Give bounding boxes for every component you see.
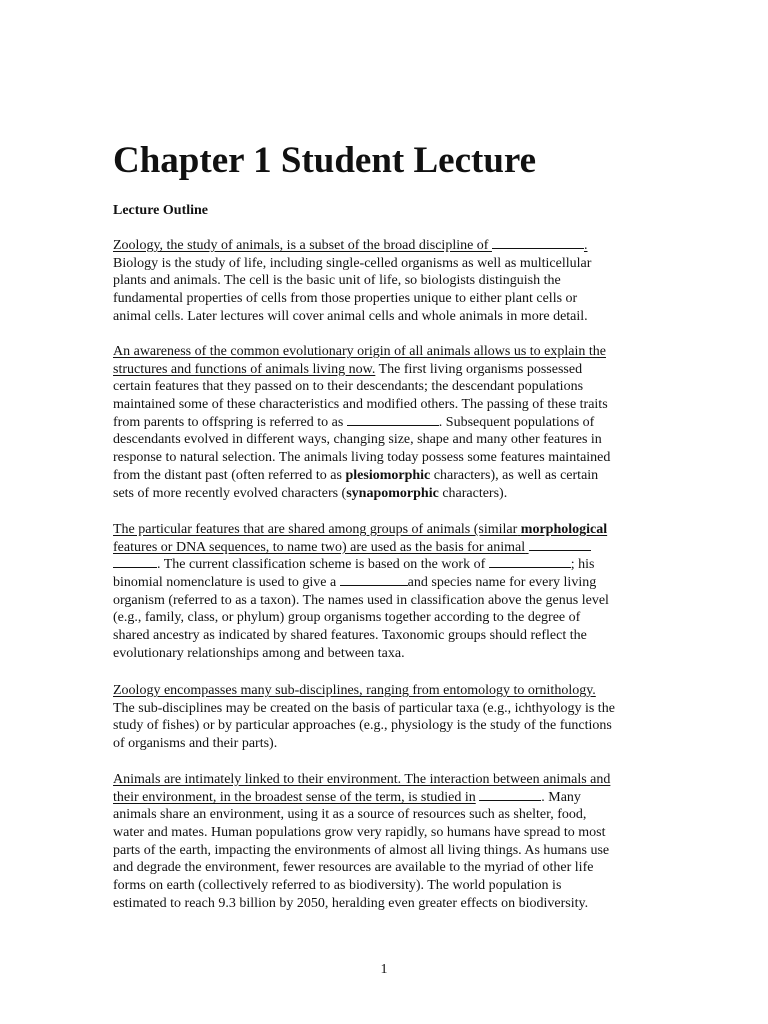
fill-in-blank	[489, 556, 571, 568]
text-line: of organisms and their parts).	[113, 736, 278, 752]
text-run: binomial nomenclature is used to give a	[113, 575, 337, 591]
paragraph-zoology-definition	[113, 237, 658, 325]
text-line: An awareness of the common evolutionary origin of all animals allows us to explain the	[113, 344, 606, 359]
text-line: The sub-disciplines may be created on the basis of particular taxa (e.g., ichthyology is the	[113, 700, 615, 716]
fill-in-blank	[340, 574, 408, 586]
text-run: from parents to offspring is referred to as	[113, 414, 344, 430]
text-line	[113, 556, 658, 574]
paragraph-sub-disciplines	[113, 682, 658, 753]
bold-term: synapomorphic	[346, 485, 439, 501]
text-run: sets of more recently evolved characters (	[113, 485, 347, 501]
paragraph-environment	[113, 771, 658, 913]
text-run: characters).	[438, 485, 508, 501]
text-line: animal cells. Later lectures will cover animal cells and whole animals in more detail.	[113, 308, 588, 324]
text-run: their environment, in the broadest sense of the term, is studied in	[113, 789, 476, 805]
text-run: features or DNA sequences, to name two) are used as the basis for animal	[113, 539, 526, 555]
text-line: shared ancestry as indicated by shared features. Taxonomic groups should reflect the	[113, 628, 587, 644]
text-line: plants and animals. The cell is the basic unit of life, so biologists distinguish the	[113, 273, 561, 289]
text-line: water and mates. Human populations grow very rapidly, so humans have spread to most	[113, 825, 606, 841]
text-line	[113, 361, 658, 379]
text-line	[113, 789, 658, 807]
text-line	[113, 467, 658, 485]
paragraph-classification	[113, 521, 658, 663]
section-heading: Lecture Outline	[113, 203, 209, 218]
text-line	[113, 485, 658, 503]
text-line: descendants evolved in different ways, changing size, shape and many other features in	[113, 432, 602, 448]
text-line	[113, 574, 658, 592]
paragraph-evolutionary-origin	[113, 343, 658, 502]
text-run: The particular features that are shared among groups of animals (similar	[113, 522, 518, 537]
text-line	[113, 237, 658, 255]
page-number: 1	[380, 962, 388, 977]
fill-in-blank	[529, 539, 591, 551]
text-line: estimated to reach 9.3 billion by 2050, heralding even greater effects on biodiversity.	[113, 895, 589, 911]
text-run: . Many	[541, 789, 581, 805]
text-line: (e.g., family, class, or phylum) group organisms together according to the degree of	[113, 610, 581, 626]
text-run: from the distant past (often referred to as	[113, 467, 342, 483]
text-line: evolutionary relationships among and between taxa.	[113, 645, 405, 661]
text-line: parts of the earth, impacting the environments of almost all living things. As humans use	[113, 842, 610, 858]
page-title: Chapter 1 Student Lecture	[113, 140, 537, 181]
bold-term: morphological	[520, 522, 608, 537]
text-line: fundamental properties of cells from those properties unique to either plant cells or	[113, 291, 578, 307]
text-line: response to natural selection. The animals living today possess some features maintained	[113, 450, 611, 466]
text-line: study of fishes) or by particular approaches (e.g., physiology is the study of the functions	[113, 718, 612, 734]
text-line: animals share an environment, using it as a source of resources such as shelter, food,	[113, 807, 587, 823]
bold-term: plesiomorphic	[345, 467, 431, 483]
text-line: forms on earth (collectively referred to as biodiversity). The world population is	[113, 878, 562, 894]
text-run: structures and functions of animals living now.	[113, 361, 376, 377]
fill-in-blank	[347, 414, 439, 426]
fill-in-blank	[492, 237, 584, 249]
text-run: characters), as well as certain	[430, 467, 599, 483]
text-line: maintained some of these characteristics and modified others. The passing of these traits	[113, 397, 608, 413]
text-run: .	[583, 238, 588, 253]
text-line: certain features that they passed on to their descendants; the descendant populations	[113, 379, 584, 395]
text-run: The first living organisms possessed	[375, 361, 583, 377]
text-line	[113, 539, 658, 557]
text-run: . The current classification scheme is based on the work of	[157, 557, 486, 573]
fill-in-blank	[479, 789, 541, 801]
text-line	[113, 414, 658, 432]
text-run: Zoology, the study of animals, is a subset of the broad discipline of	[113, 238, 489, 253]
text-line	[113, 521, 658, 539]
text-line: Biology is the study of life, including single-celled organisms as well as multicellular	[113, 255, 592, 271]
text-run: . Subsequent populations of	[438, 414, 595, 430]
text-line: Zoology encompasses many sub-disciplines, ranging from entomology to ornithology.	[113, 683, 596, 698]
text-line: and degrade the environment, fewer resources are available to the myriad of other life	[113, 860, 594, 876]
text-run: and species name for every living	[407, 575, 597, 591]
text-line: Animals are intimately linked to their environment. The interaction between animals and	[113, 772, 611, 787]
text-run: ; his	[570, 557, 595, 573]
fill-in-blank	[113, 556, 157, 568]
text-line: organism (referred to as a taxon). The names used in classification above the genus level	[113, 592, 609, 608]
